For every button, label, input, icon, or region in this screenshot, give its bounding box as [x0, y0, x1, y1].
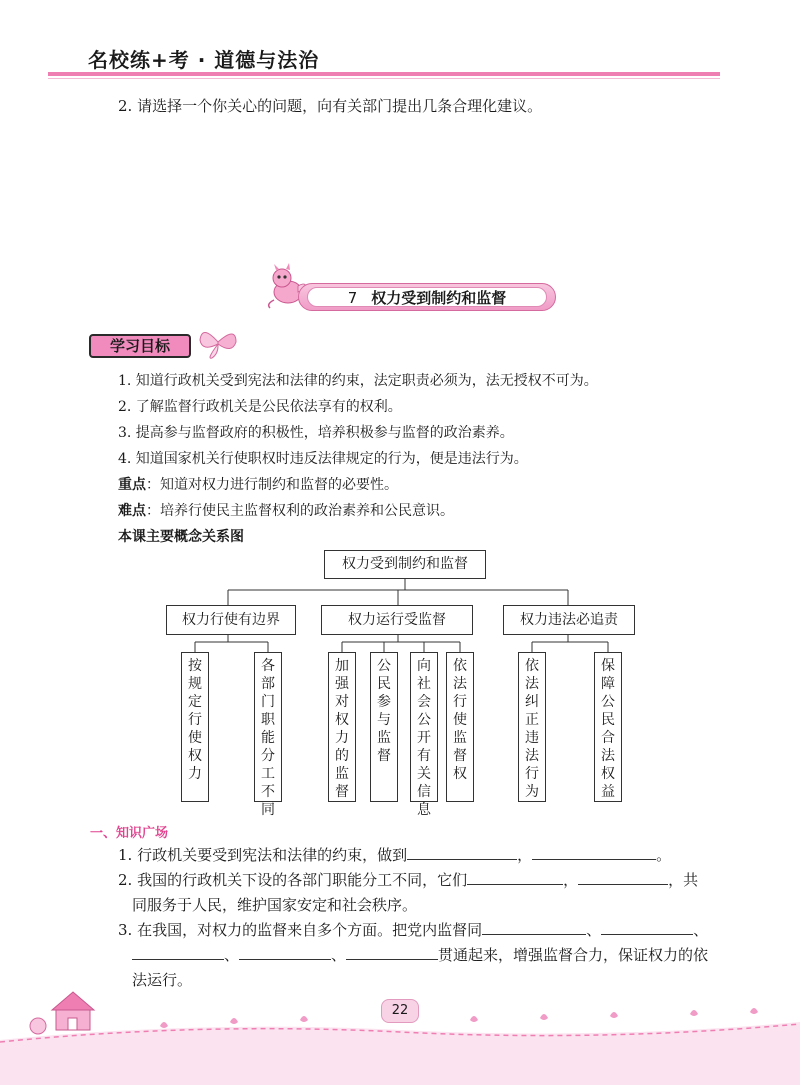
goal-item-1: 1. 知道行政机关受到宪法和法律的约束，法定职责必须为，法无授权不可为。: [118, 373, 598, 389]
header-title: 名校练+考 · 道德与法治: [88, 48, 320, 72]
leaf-1-1: 按规定行使权力: [181, 652, 209, 802]
q1-blank-1[interactable]: [407, 845, 517, 860]
house-icon: [30, 992, 94, 1034]
leaf-2-3: 向社会公开有关信息: [410, 652, 438, 802]
key-point-text: ：知道对权力进行制约和监督的必要性。: [146, 477, 398, 493]
q2-separator: ，: [563, 871, 579, 889]
q3-blank-2[interactable]: [601, 920, 693, 935]
concept-map-title: 本课主要概念关系图: [118, 529, 244, 545]
q3-text-2: 贯通起来，增强监督合力，保证权力的依: [438, 946, 709, 964]
q3-blank-4[interactable]: [239, 945, 331, 960]
branch-3: 权力违法必追责: [503, 605, 635, 635]
top-question: 2. 请选择一个你关心的问题，向有关部门提出几条合理化建议。: [118, 97, 543, 115]
branch-2: 权力运行受监督: [321, 605, 473, 635]
difficulty-label: 难点: [118, 503, 146, 519]
q1-separator: ，: [517, 846, 533, 864]
concept-root: 权力受到制约和监督: [324, 550, 486, 579]
section-title-knowledge: 一、知识广场: [90, 826, 169, 841]
leaf-2-4: 依法行使监督权: [446, 652, 474, 802]
knowledge-q3: [118, 919, 708, 940]
q1-end: 。: [656, 846, 672, 864]
learning-goals-tag: 学习目标: [89, 334, 191, 358]
q3-blank-1[interactable]: [482, 920, 586, 935]
knowledge-q3-line2: [132, 944, 708, 965]
leaf-2-1: 加强对权力的监督: [328, 652, 356, 802]
difficulty-text: ：培养行使民主监督权利的政治素养和公民意识。: [146, 503, 454, 519]
q1-blank-2[interactable]: [532, 845, 656, 860]
leaf-1-2: 各部门职能分工不同: [254, 652, 282, 802]
leaf-3-1: 依法纠正违法行为: [518, 652, 546, 802]
q3-separator-1: 、: [586, 921, 602, 939]
q3-separator-3: 、: [224, 946, 240, 964]
branch-1: 权力行使有边界: [166, 605, 296, 635]
q3-separator-2: 、: [693, 921, 709, 939]
q1-text: 1. 行政机关要受到宪法和法律的约束，做到: [118, 846, 408, 864]
knowledge-q2: [118, 869, 698, 890]
q2-end: ，共: [668, 871, 699, 889]
lesson-number: 7: [347, 289, 358, 307]
lesson-title: 权力受到制约和监督: [371, 289, 507, 307]
q2-blank-2[interactable]: [578, 870, 668, 885]
goal-item-2: 2. 了解监督行政机关是公民依法享有的权利。: [118, 399, 402, 415]
q2-text: 2. 我国的行政机关下设的各部门职能分工不同，它们: [118, 871, 468, 889]
goal-item-3: 3. 提高参与监督政府的积极性，培养积极参与监督的政治素养。: [118, 425, 514, 441]
knowledge-q3-line3: 法运行。: [132, 971, 193, 989]
q3-blank-5[interactable]: [346, 945, 438, 960]
goal-item-4: 4. 知道国家机关行使职权时违反法律规定的行为，便是违法行为。: [118, 451, 528, 467]
key-point-label: 重点: [118, 477, 146, 493]
q3-separator-4: 、: [331, 946, 347, 964]
q3-text: 3. 在我国，对权力的监督来自多个方面。把党内监督同: [118, 921, 483, 939]
knowledge-q1: [118, 844, 671, 865]
q2-blank-1[interactable]: [467, 870, 563, 885]
footer-decoration: [0, 980, 800, 1085]
q3-blank-3[interactable]: [132, 945, 224, 960]
page-number: 22: [381, 999, 419, 1023]
leaf-3-2: 保障公民合法权益: [594, 652, 622, 802]
knowledge-q2-cont: 同服务于人民，维护国家安定和社会秩序。: [132, 896, 418, 914]
leaf-2-2: 公民参与监督: [370, 652, 398, 802]
